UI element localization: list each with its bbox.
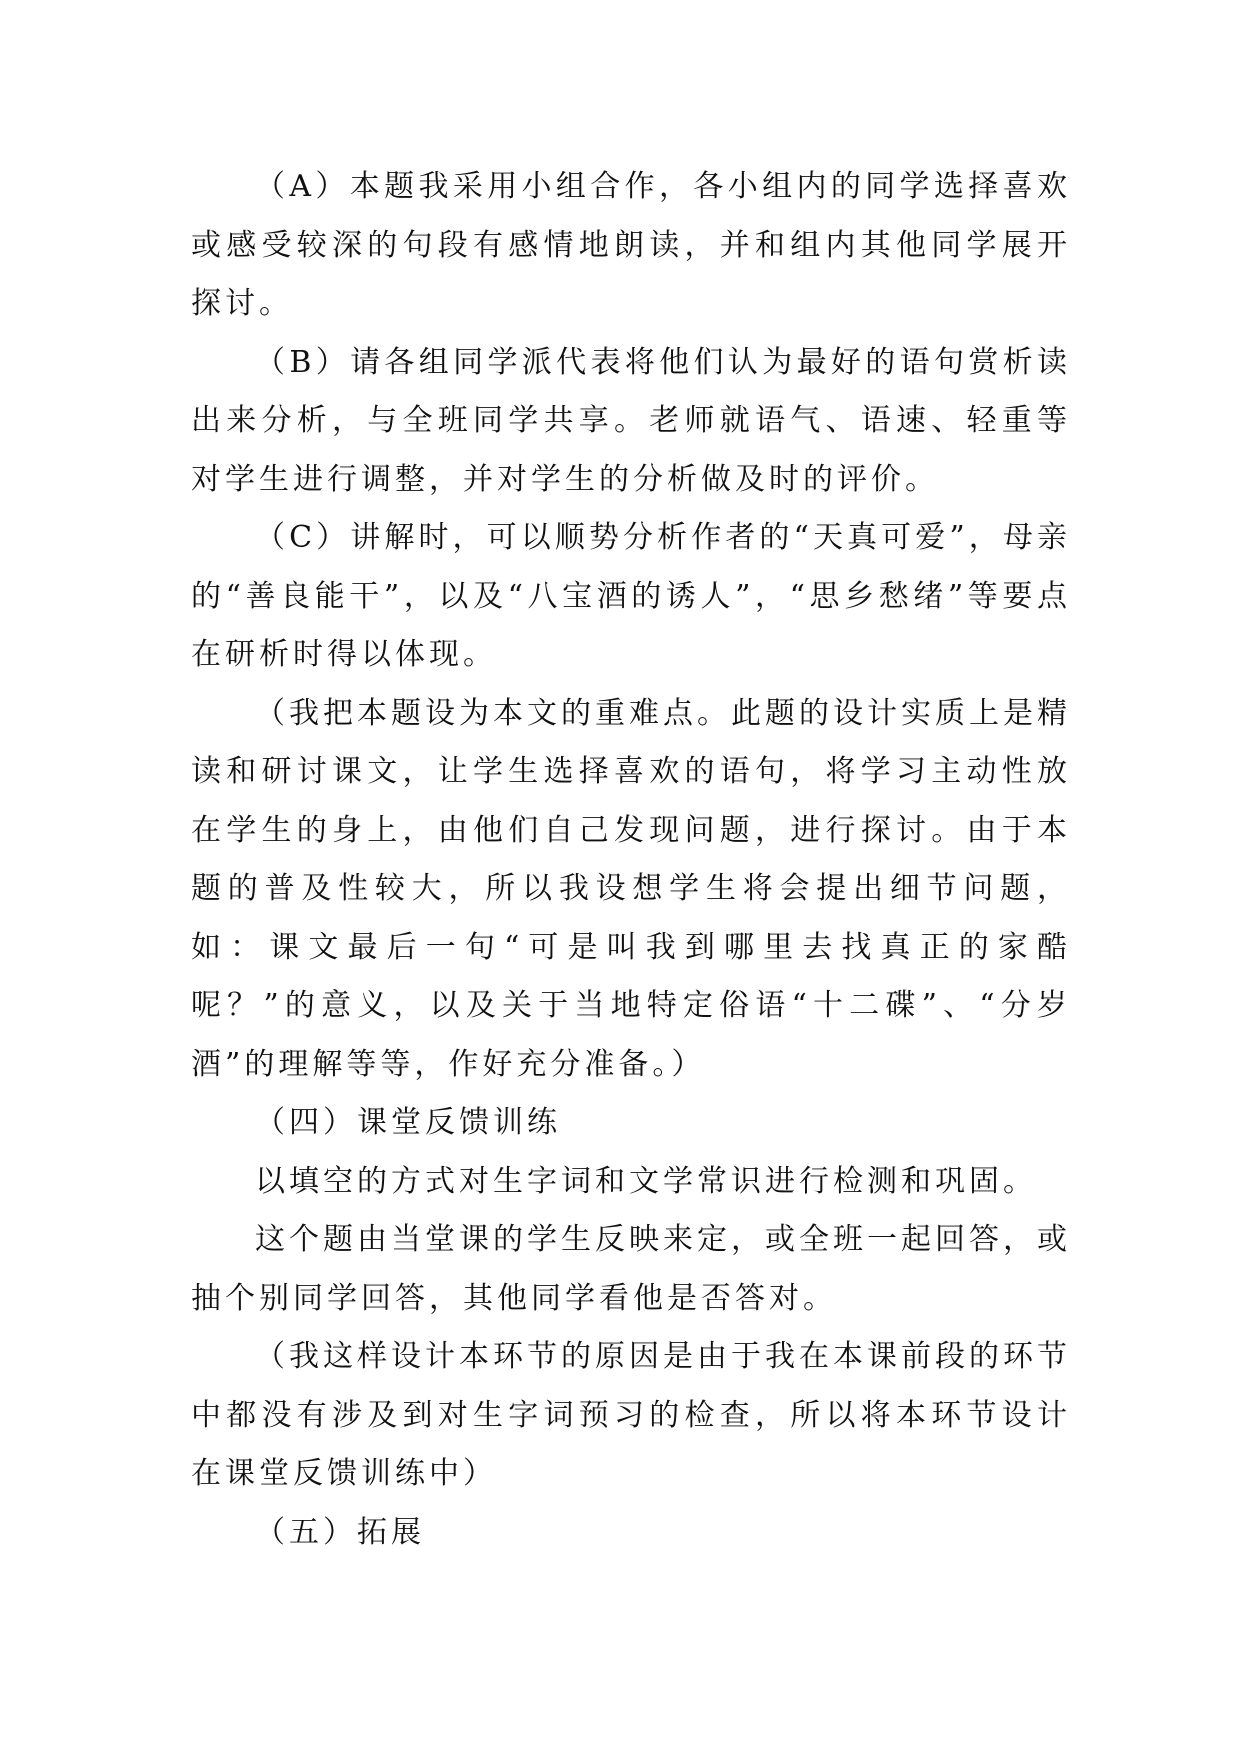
section-heading-extension: （五）拓展 [255,1514,425,1550]
paragraph-design-note: （我把本题设为本文的重难点。此题的设计实质上是精读和研讨课文，让学生选择喜欢的语句，将学习主动性放在学生的身上，由他们自己发现问题，进行探讨。由于本题的普及性较大，所以我设想学生将会提出细节问题，如：课文最后一句“可是叫我到哪里去找真正的家酷呢？”的意义，以及关于当地特定俗语“十二碟”、“分岁酒”的理解等等，作好充分准备。） [191,695,1071,1082]
document-body [191,158,1071,1562]
paragraph-a: （A）本题我采用小组合作，各小组内的同学选择喜欢或感受较深的句段有感情地朗读，并和组内其他同学展开探讨。 [191,169,1071,321]
paragraph-answer-method: 这个题由当堂课的学生反映来定，或全班一起回答，或抽个别同学回答，其他同学看他是否答对。 [191,1222,1071,1316]
paragraph-b: （B）请各组同学派代表将他们认为最好的语句赏析读出来分析，与全班同学共享。老师就语气、语速、轻重等对学生进行调整，并对学生的分析做及时的评价。 [191,344,1071,497]
paragraph-feedback-note: （我这样设计本环节的原因是由于我在本课前段的环节中都没有涉及到对生字词预习的检查，所以将本环节设计在课堂反馈训练中） [191,1339,1071,1491]
section-heading-feedback: （四）课堂反馈训练 [255,1105,561,1140]
paragraph-c: （C）讲解时，可以顺势分析作者的“天真可爱”，母亲的“善良能干”，以及“八宝酒的诱人”，“思乡愁绪”等要点在研析时得以体现。 [191,520,1071,672]
paragraph-fill-in: 以填空的方式对生字词和文学常识进行检测和巩固。 [255,1163,1037,1199]
